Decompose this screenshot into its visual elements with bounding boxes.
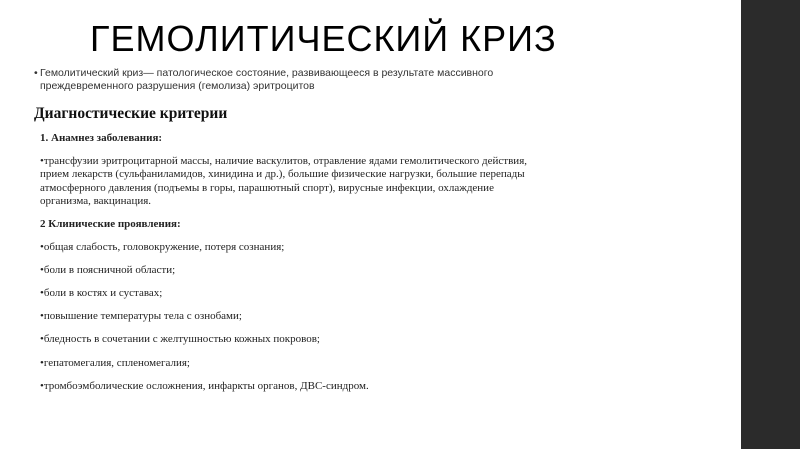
definition-line-1: Гемолитический криз— патологическое состояние, развивающееся в результате массивного — [40, 67, 494, 79]
anamnesis-line-3: атмосферного давления (подъемы в горы, парашютный спорт), вирусные инфекции, охлаждение — [40, 181, 494, 194]
anamnesis-line-1: •трансфузии эритроцитарной массы, наличие васкулитов, отравление ядами гемолитического действия, — [40, 154, 528, 167]
clinical-heading: 2 Клинические проявления: — [40, 217, 181, 230]
list-item: •боли в костях и суставах; — [40, 286, 163, 299]
list-item: •гепатомегалия, спленомегалия; — [40, 356, 190, 369]
definition-line-2: преждевременного разрушения (гемолиза) эритроцитов — [40, 80, 315, 92]
list-item: •бледность в сочетании с желтушностью кожных покровов; — [40, 333, 320, 346]
clinical-list — [34, 241, 714, 403]
definition-bullet: • — [34, 67, 38, 79]
criteria-heading: Диагностические критерии — [34, 105, 228, 122]
anamnesis-heading: 1. Анамнез заболевания: — [40, 132, 163, 144]
list-item: •тромбоэмболические осложнения, инфаркты органов, ДВС-синдром. — [40, 379, 369, 392]
anamnesis-text — [34, 155, 714, 209]
slide-content — [34, 67, 714, 403]
list-item: •общая слабость, головокружение, потеря сознания; — [40, 240, 285, 253]
list-item: •боли в поясничной области; — [40, 263, 176, 276]
side-bar — [741, 0, 800, 449]
definition — [34, 67, 714, 93]
list-item: •повышение температуры тела с ознобами; — [40, 310, 242, 323]
anamnesis-line-2: прием лекарств (сульфаниламидов, хинидина и др.), большие физические нагрузки, большие перепады — [40, 168, 525, 181]
slide-title: ГЕМОЛИТИЧЕСКИЙ КРИЗ — [90, 18, 557, 59]
anamnesis-line-4: организма, вакцинация. — [40, 195, 152, 208]
